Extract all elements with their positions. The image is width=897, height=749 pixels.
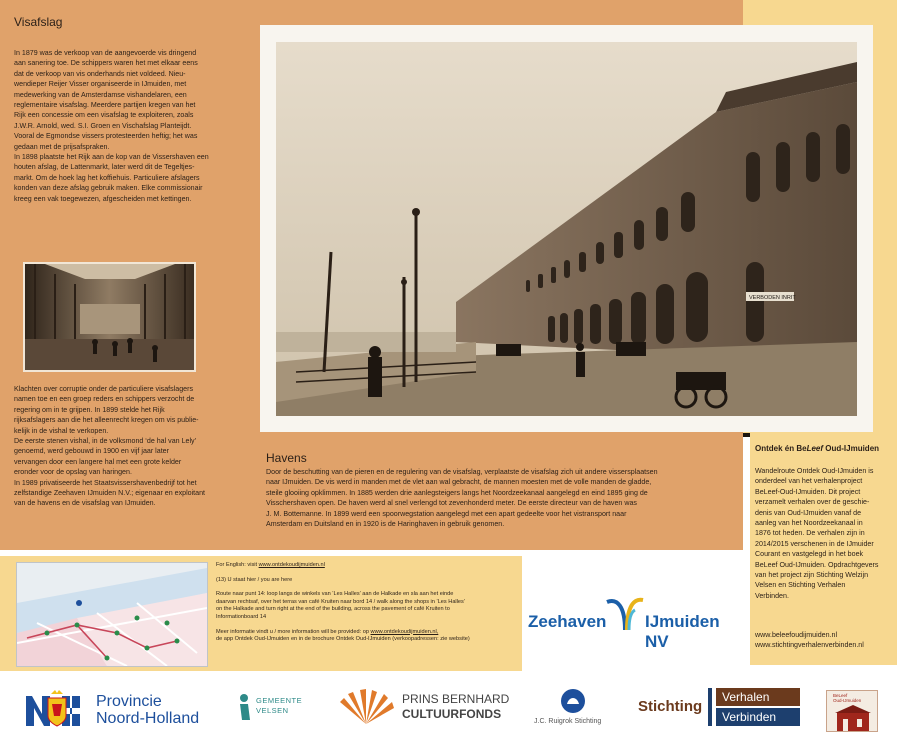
velsen-line-2: VELSEN xyxy=(256,706,289,715)
beleef-line-2: Oud-IJmuiden xyxy=(833,698,862,703)
more-info xyxy=(216,629,521,644)
more-prefix: Meer informatie vindt u / more information will be provided: op xyxy=(216,628,371,635)
beleef-link[interactable]: www.beleefoudijmuiden.nl xyxy=(755,631,838,639)
main-photo-drawing xyxy=(276,42,857,416)
beleef-line-1: BeLeef xyxy=(833,693,848,698)
cultuurfonds-line-2: CULTUURFONDS xyxy=(402,707,502,721)
more-link[interactable]: www.ontdekoudijmuiden.nl, xyxy=(370,628,439,635)
ruigrok-logo xyxy=(528,688,620,736)
bracket-bar xyxy=(708,688,712,726)
english-prefix: For English: visit xyxy=(216,562,259,568)
ruigrok-text: J.C. Ruigrok Stichting xyxy=(534,718,602,725)
visafslag-paragraph-2: Klachten over corruptie onder de particuliere visafslagers namen toe en een groep reders en schippers verzocht de regering om in te grijpen. In 1899 stelde het Rijk rijksafslagers aan die het alleenrecht kregen om vis publie- kelijk in de vishal te verkopen. De eerste stenen vishal, in de volksmond ‘de hal van Lely’ genoemd, werd gebouwd in 1900 en vijf jaar later vervangen door een langere hal met een grote kelder eronder voor de opslag van haringen. In 1989 privatiseerde het Staatsvissershavenbedrijf tot het zelfstandige Zeehaven IJmuiden N.V.; eigenaar en exploitant van de havens en de visafslag van IJmuiden. xyxy=(14,385,206,508)
english-link[interactable]: www.ontdekoudijmuiden.nl xyxy=(258,562,325,568)
provincie-line-1: Provincie xyxy=(96,693,162,710)
verbinden-box: Verbinden xyxy=(716,708,800,726)
verboden-inrit-sign: VERBODEN INRIT xyxy=(749,295,796,301)
velsen-logo xyxy=(238,692,318,726)
provincie-logo xyxy=(22,690,222,730)
provincie-line-2: Noord-Holland xyxy=(96,710,200,727)
info-title-part-a: Ontdek én Be xyxy=(755,444,807,453)
hall-photo-drawing xyxy=(25,264,194,370)
havens-text xyxy=(266,467,736,529)
visafslag-paragraph-1: In 1879 was de verkoop van de aangevoerde vis dringend aan sanering toe. De schippers waren het met elkaar eens dat de verkoop van vis onderhands niet voldeed. Nieu- wendieper Reijer Visser organiseerde in IJmuiden, met medewerking van de Amsterdamse vishandelaren, een reglementaire visafslag. Meerdere partijen kregen van het Rijk een concessie om een visafslag te exploiteren, zoals J.W.R. Arnold, wed. S.I. Groen en Vischafslag Planteijdt. Vooral de Egmondse vissers protesteerden heftig; het was gedaan met de prijsafspraken. In 1898 plaatste het Rijk aan de kop van de Vissershaven een houten afslag, de Lattenmarkt, later werd dit de Tegeltjes- markt. Om de hoek lag het koffiehuis. Particuliere afslagers konden van deze afslag gebruik maken. Elke commissionair kreeg een vak toegewezen, afgescheiden met kettingen. xyxy=(14,49,209,203)
more-suffix: de app Ontdek Oud-IJmuiden en in de brochure Ontdek Oud-IJmuiden (verkoopadressen: zie website) xyxy=(216,636,470,643)
english-line xyxy=(216,562,521,570)
cultuurfonds-fan-icon xyxy=(336,688,396,726)
beleef-logo xyxy=(826,690,878,732)
provincie-crest-icon xyxy=(22,690,90,730)
section-title-havens: Havens xyxy=(266,451,307,465)
visafslag-text xyxy=(14,48,276,204)
verhalen-box: Verhalen xyxy=(716,688,800,706)
fish-market-building-photo xyxy=(276,42,857,416)
fish-hall-interior-photo xyxy=(23,262,196,372)
info-text: Wandelroute Ontdek Oud-IJmuiden is onderdeel van het verhalenproject BeLeef-Oud-IJmuiden. Dit project verzamelt verhalen over de geschie- denis van Oud-IJmuiden vanaf de aanleg van het Noordzeekanaal in 1876 tot heden. De verhalen zijn in 2014/2015 verschenen in de IJmuider Courant en vastgelegd in het boek BeLeef Oud-IJmuiden. Opdrachtgevers van het project zijn Stichting Welzijn Velsen en Stichting Verhalen Verbinden. xyxy=(755,467,879,600)
velsen-figure-icon xyxy=(238,692,254,722)
ruigrok-emblem-icon xyxy=(560,688,586,714)
sponsor-logos xyxy=(0,676,897,749)
route-info xyxy=(216,562,521,644)
route-map-drawing xyxy=(17,563,207,666)
info-title-part-b: Oud-IJmuiden xyxy=(823,444,880,453)
verhalen-link[interactable]: www.stichtingverhalenverbinden.nl xyxy=(755,641,864,650)
you-are-here: (13) U staat hier / you are here xyxy=(216,576,293,583)
verhalen-verbinden-logo xyxy=(638,688,808,728)
ijmuiden-nv-word: IJmuiden NV xyxy=(645,612,720,651)
info-title-leef: Leef xyxy=(806,444,824,453)
zeehaven-wave-icon xyxy=(605,596,645,632)
main-photo-frame xyxy=(260,25,873,432)
zeehaven-logo xyxy=(525,596,747,651)
route-map[interactable] xyxy=(16,562,208,667)
cultuurfonds-line-1: PRINS BERNHARD xyxy=(402,692,510,706)
cultuurfonds-logo xyxy=(336,688,516,728)
havens-paragraph: Door de beschutting van de pieren en de regulering van de visafslag, verplaatste de visafslag zich uit andere vissersplaatsen naar IJmuiden. De vis werd in manden met de vlet aan wal gebracht, de mannen moesten met de volle manden de gladde, steile glooiing opklimmen. In 1885 werden drie aanlegsteigers langs het Noordzeekanaal aangelegd en eind 1895 ging de Visschershaven open. De haven werd al snel verlengd tot zevenhonderd meter. De eerste directeur van de haven was J. M. Bottemanne. In 1899 werd een spoorwegstation aangelegd met een apart gedeelte voor het vistransport naar Amsterdam en Duitsland en in 1920 is de Haringhaven in gebruik genomen. xyxy=(266,468,658,529)
info-links xyxy=(755,630,895,651)
info-title xyxy=(755,444,879,453)
zeehaven-word: Zeehaven xyxy=(528,612,607,631)
velsen-line-1: GEMEENTE xyxy=(256,696,303,705)
route-directions: Route naar punt 14: loop langs de winkels van ‘Les Halles’ aan de Halkade en sla aan het einde daarvan rechtsaf, over het terras van café Kruiten naar bord 14 / walk along the shops in ‘Les Halles’ on the Halkade and turn right at the end of the building, across the pavement of café Kruiten to Informationboard 14 xyxy=(216,591,466,620)
beleef-building-icon xyxy=(833,705,873,731)
stichting-word: Stichting xyxy=(638,698,703,715)
visafslag-text-continued xyxy=(14,384,276,509)
section-title-visafslag: Visafslag xyxy=(14,15,63,29)
